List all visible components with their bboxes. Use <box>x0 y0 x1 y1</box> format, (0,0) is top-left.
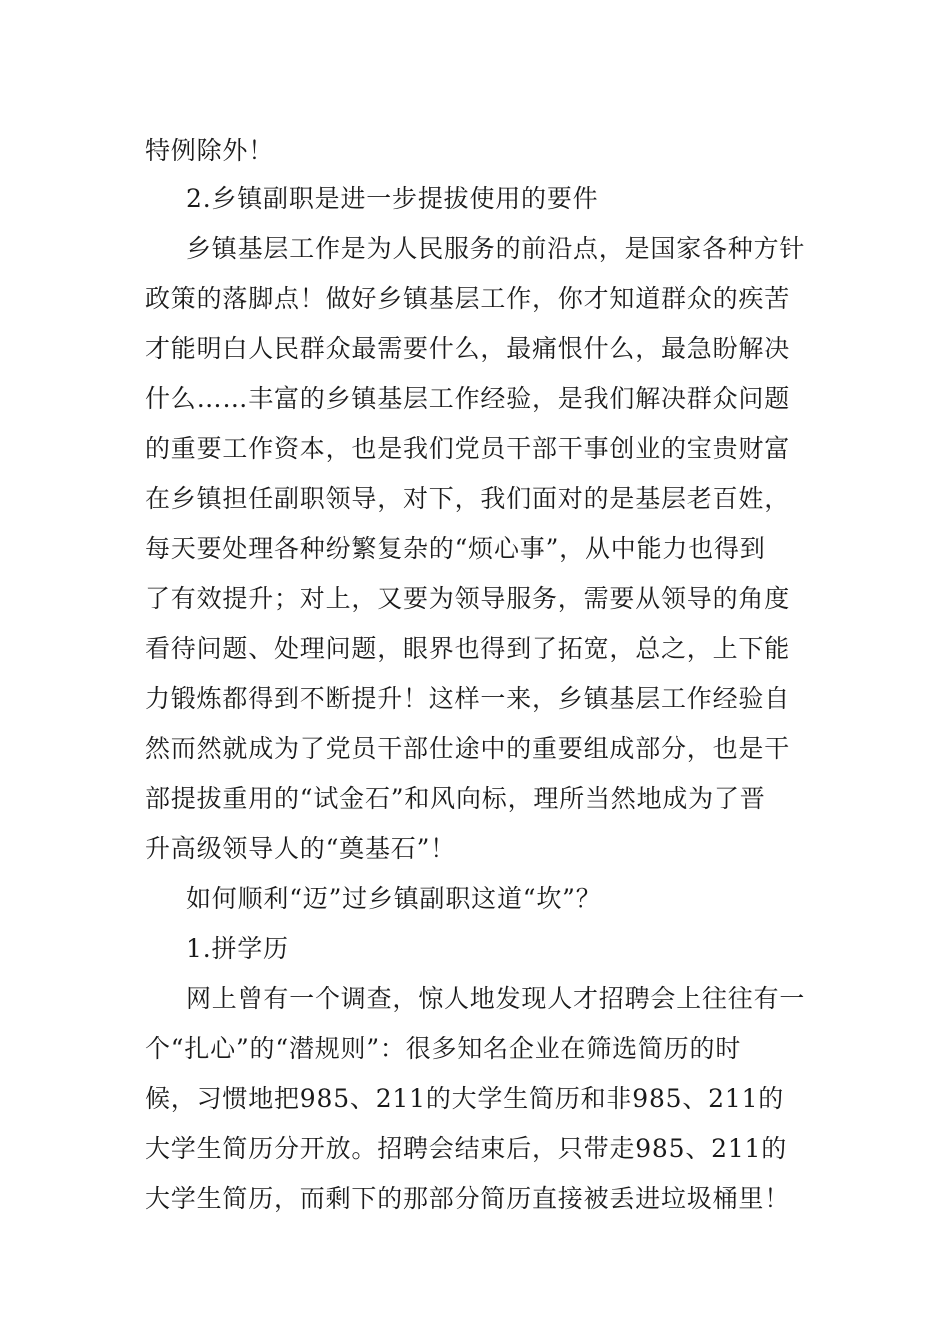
text-line: 每天要处理各种纷繁复杂的“烦心事”，从中能力也得到 <box>145 534 766 563</box>
text-line: 的重要工作资本，也是我们党员干部干事创业的宝贵财富 <box>145 434 791 463</box>
text-line: 候，习惯地把985、211的大学生简历和非985、211的 <box>145 1084 785 1113</box>
section-heading: 如何顺利“迈”过乡镇副职这道“坎”？ <box>186 884 602 913</box>
text-line: 大学生简历分开放。招聘会结束后，只带走985、211的 <box>145 1134 788 1163</box>
text-line: 力锻炼都得到不断提升！这样一来，乡镇基层工作经验自 <box>145 684 791 713</box>
section-heading: 1.拼学历 <box>186 934 289 963</box>
text-line: 什么……丰富的乡镇基层工作经验，是我们解决群众问题 <box>145 384 791 413</box>
text-line: 在乡镇担任副职领导，对下，我们面对的是基层老百姓， <box>145 484 791 513</box>
text-line: 乡镇基层工作是为人民服务的前沿点，是国家各种方针 <box>186 234 806 263</box>
text-line: 看待问题、处理问题，眼界也得到了拓宽，总之，上下能 <box>145 634 791 663</box>
text-line: 大学生简历，而剩下的那部分简历直接被丢进垃圾桶里！ <box>145 1184 791 1213</box>
text-line: 然而然就成为了党员干部仕途中的重要组成部分，也是干 <box>145 734 791 763</box>
section-heading: 2.乡镇副职是进一步提拔使用的要件 <box>186 184 599 213</box>
text-line: 了有效提升；对上，又要为领导服务，需要从领导的角度 <box>145 584 791 613</box>
text-line: 特例除外！ <box>145 136 275 165</box>
text-line: 个“扎心”的“潜规则”：很多知名企业在筛选简历的时 <box>145 1034 742 1063</box>
text-line: 政策的落脚点！做好乡镇基层工作，你才知道群众的疾苦 <box>145 284 791 313</box>
text-line: 升高级领导人的“奠基石”！ <box>145 834 456 863</box>
text-line: 才能明白人民群众最需要什么，最痛恨什么，最急盼解决 <box>145 334 791 363</box>
text-line: 网上曾有一个调查，惊人地发现人才招聘会上往往有一 <box>186 984 806 1013</box>
text-line: 部提拔重用的“试金石”和风向标，理所当然地成为了晋 <box>145 784 766 813</box>
